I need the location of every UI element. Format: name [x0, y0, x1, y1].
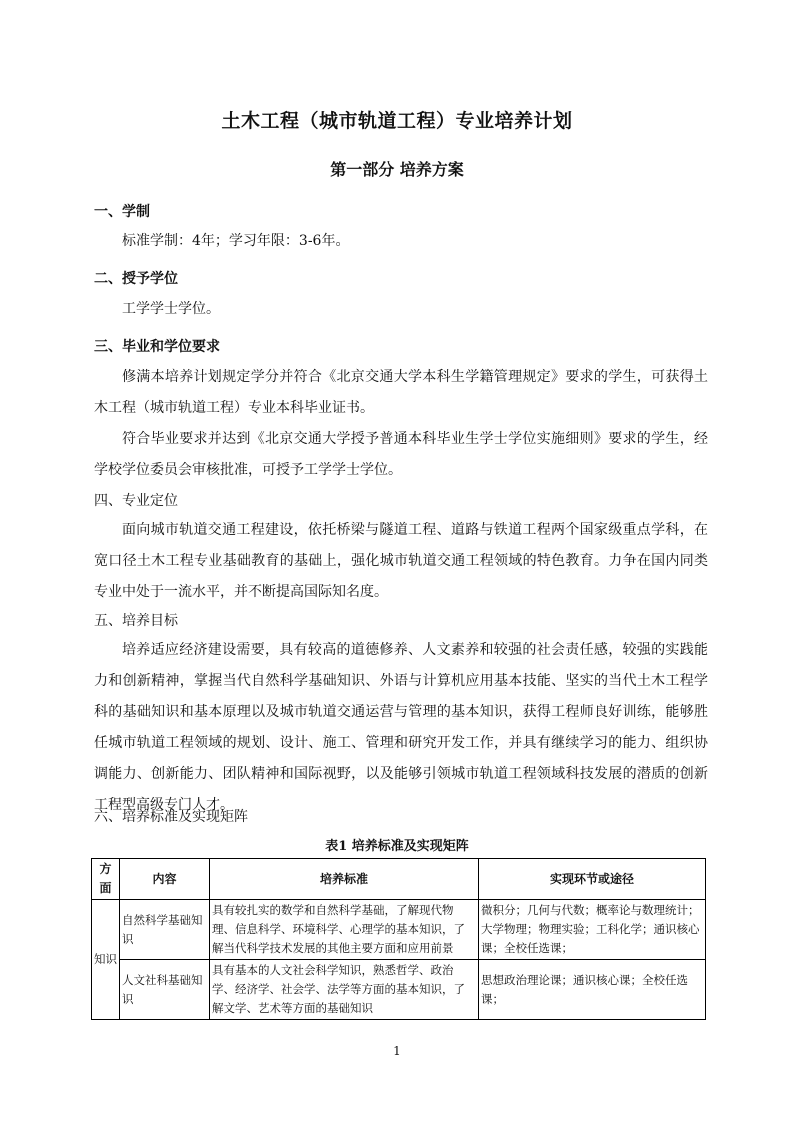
part-heading: 第一部分 培养方案 [330, 160, 464, 179]
section-paragraph: 修满本培养计划规定学分并符合《北京交通大学本科生学籍管理规定》要求的学生，可获得土木工程（城市轨道工程）专业本科毕业证书。 [94, 369, 708, 416]
content-cell: 人文社科基础知识 [120, 960, 210, 1020]
path-cell: 思想政治理论课；通识核心课；全校任选课； [479, 960, 706, 1020]
section-heading-duration: 一、学制 [94, 204, 150, 220]
standards-matrix-table [91, 858, 706, 1020]
section-paragraph: 培养适应经济建设需要，具有较高的道德修养、人文素养和较强的社会责任感，较强的实践能力和创新精神，掌握当代自然科学基础知识、外语与计算机应用基本技能、坚实的当代土木工程学科的基础知识和基本原理以及城市轨道交通运营与管理的基本知识，获得工程师良好训练，能够胜任城市轨道工程领域的规划、设计、施工、管理和研究开发工作，并具有继续学习的能力、组织协调能力、创新能力、团队精神和国际视野，以及能够引领城市轨道工程领域科技发展的潜质的创新工程型高级专门人才。 [94, 642, 708, 813]
header-aspect: 方面 [92, 859, 120, 900]
standard-cell: 具有较扎实的数学和自然科学基础，了解现代物理、信息科学、环境科学、心理学的基本知识，了解当代科学技术发展的其他主要方面和应用前景 [210, 900, 479, 960]
table-caption: 表1 培养标准及实现矩阵 [325, 839, 469, 854]
table-row [92, 960, 706, 1020]
header-standard: 培养标准 [210, 859, 479, 900]
section-paragraph: 面向城市轨道交通工程建设，依托桥梁与隧道工程、道路与铁道工程两个国家级重点学科，在宽口径土木工程专业基础教育的基础上，强化城市轨道交通工程领域的特色教育。力争在国内同类专业中处于一流水平，并不断提高国际知名度。 [94, 522, 708, 600]
section-paragraph: 工学学士学位。 [122, 301, 220, 317]
table-row [92, 900, 706, 960]
table-header-row [92, 859, 706, 900]
section-heading-matrix: 六、培养标准及实现矩阵 [94, 809, 248, 825]
section-heading-positioning: 四、专业定位 [94, 493, 178, 509]
page-number: 1 [393, 1044, 401, 1058]
content-cell: 自然科学基础知识 [120, 900, 210, 960]
section-paragraph: 符合毕业要求并达到《北京交通大学授予普通本科毕业生学士学位实施细则》要求的学生，经学校学位委员会审核批准，可授予工学学士学位。 [94, 431, 708, 478]
header-path: 实现环节或途径 [479, 859, 706, 900]
standard-cell: 具有基本的人文社会科学知识，熟悉哲学、政治学、经济学、社会学、法学等方面的基本知识，了解文学、艺术等方面的基础知识 [210, 960, 479, 1020]
aspect-cell: 知识 [92, 900, 120, 1020]
header-content: 内容 [120, 859, 210, 900]
section-heading-graduation: 三、毕业和学位要求 [94, 339, 220, 355]
section-heading-objectives: 五、培养目标 [94, 613, 178, 629]
path-cell: 微积分；几何与代数；概率论与数理统计；大学物理；物理实验；工科化学；通识核心课；全校任选课； [479, 900, 706, 960]
section-paragraph: 标准学制：4年；学习年限：3-6年。 [122, 233, 350, 249]
page-title: 土木工程（城市轨道工程）专业培养计划 [221, 110, 573, 132]
section-heading-degree: 二、授予学位 [94, 271, 178, 287]
